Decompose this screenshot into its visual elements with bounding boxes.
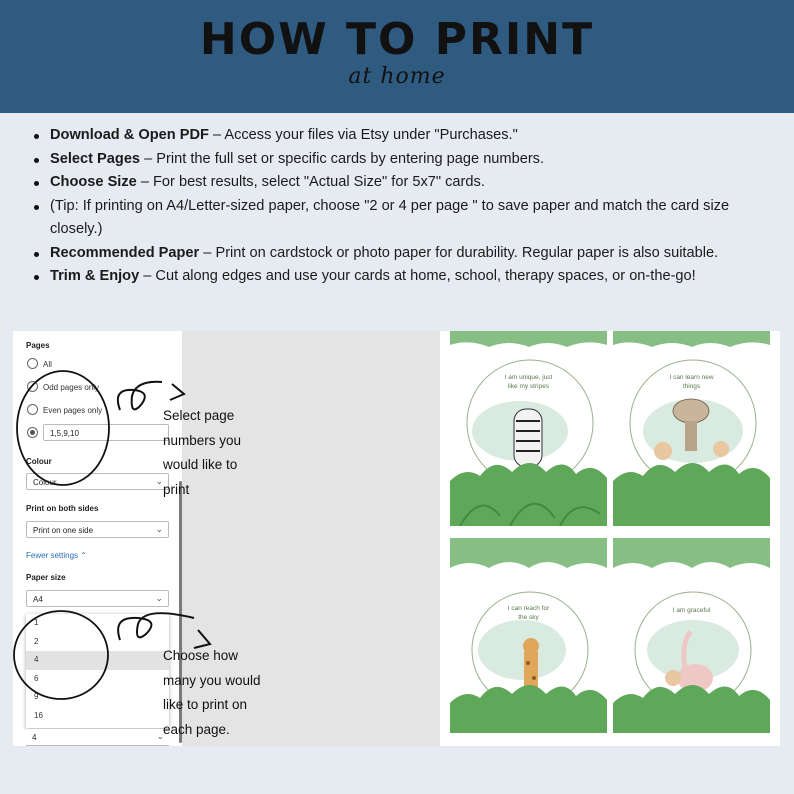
chevron-down-icon: ⌄ [155,476,163,486]
card-affirmation: I can learn new things [669,374,714,390]
radio-all[interactable] [27,358,38,369]
flamingo-card-art [613,538,770,733]
chevron-down-icon: ⌄ [156,731,164,741]
sides-select[interactable] [26,521,169,538]
card-ostrich [613,331,770,526]
pages-per-sheet-select[interactable] [26,729,169,746]
radio-all-label: All [43,360,52,369]
dropdown-option-9[interactable]: 9 [34,692,39,701]
card-affirmation: I am graceful [672,607,711,614]
page-title: HOW TO PRINT [199,14,595,65]
dropdown-option-2[interactable]: 2 [34,636,39,646]
dropdown-option-6[interactable]: 6 [34,673,39,683]
annotation-choose-how-many: Choose how many you would like to print on each page. [163,648,261,737]
step-paper: Recommended Paper – Print on cardstock or photo paper for durability. Regular paper is also suitable. [28,242,778,266]
print-settings-panel [13,331,182,746]
print-dialog-screenshot [13,331,780,746]
zebra-card-art [450,331,607,526]
radio-even[interactable] [27,404,38,415]
ostrich-card-art [613,331,770,526]
dropdown-option-4[interactable]: 4 [26,651,169,670]
step-tip: (Tip: If printing on A4/Letter-sized paper, choose "2 or 4 per page " to save paper and match the card size closely.) [28,195,778,242]
paper-size-select[interactable] [26,590,169,607]
annotation-select-pages: Select page numbers you would like to print [163,408,242,497]
chevron-down-icon: ⌄ [155,593,163,603]
card-affirmation: I am unique, just like my stripes [504,374,553,390]
colour-select[interactable] [26,473,169,490]
radio-odd-label: Odd pages only [43,383,100,392]
paper-size-label: Paper size [26,573,66,582]
chevron-down-icon: ⌄ [155,524,163,534]
header-banner [0,0,794,113]
pages-per-sheet-value: 4 [32,733,37,742]
colour-select-value: Colour [33,478,57,487]
print-preview-page [440,331,780,746]
pages-per-sheet-dropdown[interactable] [26,614,169,728]
step-select-pages: Select Pages – Print the full set or specific cards by entering page numbers. [28,148,778,172]
card-flamingo [613,538,770,733]
card-affirmation: I can reach for the sky [507,605,550,621]
step-download: Download & Open PDF – Access your files via Etsy under "Purchases." [28,124,778,148]
dropdown-option-16[interactable]: 16 [34,710,43,720]
paper-size-value: A4 [33,595,43,604]
sides-label: Print on both sides [26,504,99,513]
giraffe-card-art [450,538,607,733]
page-subtitle: at home [348,64,446,89]
pages-label: Pages [26,341,50,350]
dropdown-option-1[interactable]: 1 [34,618,39,627]
sides-select-value: Print on one side [33,526,94,535]
radio-even-label: Even pages only [43,406,103,415]
radio-odd[interactable] [27,381,38,392]
fewer-settings-link[interactable]: Fewer settings ⌃ [26,551,87,560]
card-zebra [450,331,607,526]
step-trim: Trim & Enjoy – Cut along edges and use your cards at home, school, therapy spaces, or on-the-go! [28,265,778,289]
instructions-list [28,124,778,289]
chevron-up-icon: ⌃ [80,551,87,560]
step-choose-size: Choose Size – For best results, select "Actual Size" for 5x7" cards. [28,171,778,195]
colour-label: Colour [26,457,52,466]
pages-input[interactable]: 1,5,9,10 [43,424,169,441]
radio-custom-pages[interactable] [27,427,38,438]
card-giraffe [450,538,607,733]
